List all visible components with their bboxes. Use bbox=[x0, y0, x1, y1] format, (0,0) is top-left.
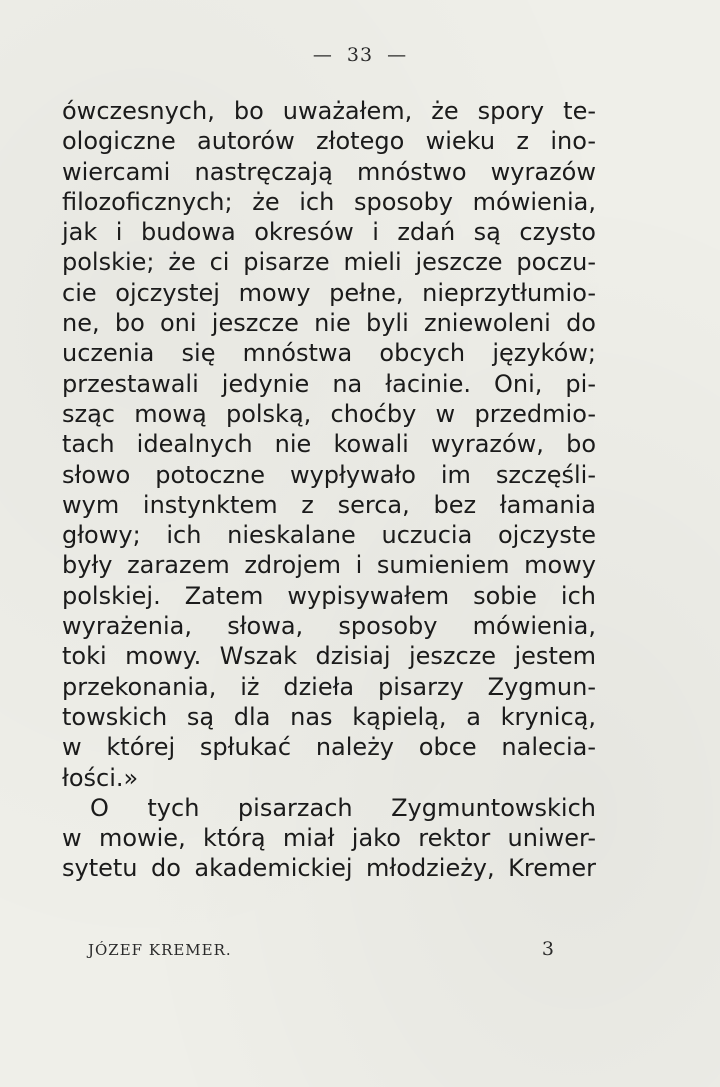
footer-author: JÓZEF KREMER. bbox=[88, 941, 232, 959]
text-line: tach idealnych nie kowali wyrazów, bo bbox=[62, 430, 596, 459]
page-number-header bbox=[0, 44, 720, 66]
text-line: ówczesnych, bo uważałem, że spory te- bbox=[62, 97, 596, 125]
text-line: w mowie, którą miał jako rektor uniwer- bbox=[62, 824, 596, 853]
text-line: uczenia się mnóstwa obcych języków; bbox=[62, 339, 596, 368]
text-line: wym instynktem z serca, bez łamania bbox=[62, 490, 596, 519]
text-line: ologiczne autorów złotego wieku z ino- bbox=[62, 127, 596, 156]
page-footer bbox=[88, 938, 554, 960]
dash-right: — bbox=[387, 44, 408, 66]
text-line: w której spłukać należy obce nalecia- bbox=[62, 733, 596, 762]
text-line: polskie; że ci pisarze mieli jeszcze poczu- bbox=[62, 248, 596, 277]
text-line: głowy; ich nieskalane uczucia ojczyste bbox=[62, 521, 596, 550]
text-line: toki mowy. Wszak dzisiaj jeszcze jestem bbox=[62, 642, 596, 671]
body-text bbox=[62, 96, 596, 884]
text-line: filozoficznych; że ich sposoby mówienia, bbox=[62, 187, 596, 216]
text-line: jak i budowa okresów i zdań są czysto bbox=[62, 218, 596, 247]
text-line: sytetu do akademickiej młodzieży, Kremer bbox=[62, 854, 596, 883]
text-line: ne, bo oni jeszcze nie byli zniewoleni do bbox=[62, 309, 596, 338]
text-line: łości.» bbox=[62, 763, 139, 792]
footer-signature: 3 bbox=[541, 938, 554, 960]
page-number: 33 bbox=[346, 44, 374, 66]
text-line: polskiej. Zatem wypisywałem sobie ich bbox=[62, 581, 596, 610]
text-line: przekonania, iż dzieła pisarzy Zygmun- bbox=[62, 672, 596, 701]
text-line: słowo potoczne wypływało im szczęśli- bbox=[62, 460, 596, 489]
text-line: towskich są dla nas kąpielą, a krynicą, bbox=[62, 702, 596, 731]
text-line: cie ojczystej mowy pełne, nieprzytłumio- bbox=[62, 278, 596, 307]
dash-left: — bbox=[312, 44, 333, 66]
text-line: O tych pisarzach Zygmuntowskich bbox=[90, 793, 596, 822]
text-line: wiercami nastręczają mnóstwo wyrazów bbox=[62, 157, 596, 186]
text-line: przestawali jedynie na łacinie. Oni, pi- bbox=[62, 369, 596, 398]
text-line: były zarazem zdrojem i sumieniem mowy bbox=[62, 551, 596, 580]
text-line: wyrażenia, słowa, sposoby mówienia, bbox=[62, 612, 596, 641]
text-line: sząc mową polską, choćby w przedmio- bbox=[62, 399, 596, 428]
